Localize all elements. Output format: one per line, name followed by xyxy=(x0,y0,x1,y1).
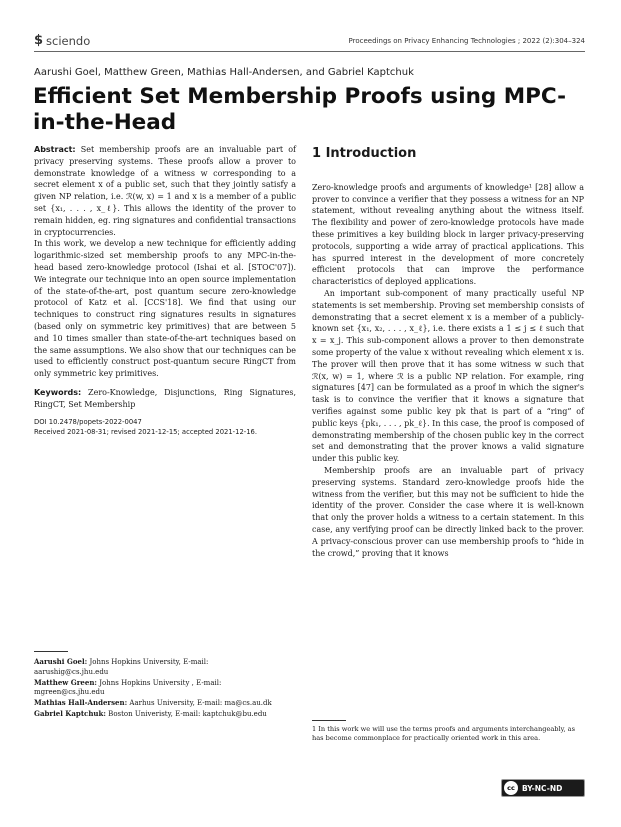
intro-paragraph-3: Membership proofs are an invaluable part of privacy preserving systems. Standard zero-knowledge proofs hide the witness from the verifier, but this may not be sufficient to hide the identity of the prover. Consider the case where it is well-known that only the prover holds a witness to a certain statement. In this case, any verifying proof can be directly linked back to the prover. A privacy-conscious prover can use membership proofs to “hide in the crowd,” proving that it knows xyxy=(312,465,584,558)
affiliation-rule xyxy=(34,651,68,652)
keywords xyxy=(34,387,296,411)
affiliation-text: Aarhus University, E-mail: ma@cs.au.dk xyxy=(129,699,272,708)
section-heading-introduction: 1 Introduction xyxy=(312,146,417,161)
affiliation-name: Gabriel Kaptchuk: xyxy=(34,708,106,718)
sciendo-s-icon: $ xyxy=(34,33,44,48)
author-list: Aarushi Goel, Matthew Green, Mathias Hall-Andersen, and Gabriel Kaptchuk xyxy=(34,67,414,78)
affiliation-name: Mathias Hall-Andersen: xyxy=(34,698,128,708)
footnote-rule xyxy=(312,720,346,721)
footnote-text: 1 In this work we will use the terms proofs and arguments interchangeably, as has become commonplace for practically oriented work in this area. xyxy=(312,725,575,743)
journal-header: Proceedings on Privacy Enhancing Technologies ; 2022 (2):304–324 xyxy=(348,37,585,45)
affiliation-text: Johns Hopkins University , E-mail: mgreen@cs.jhu.edu xyxy=(34,678,222,697)
affiliations xyxy=(34,651,284,720)
paper-title: Efficient Set Membership Proofs using MPC-in-the-Head xyxy=(33,84,567,135)
sciendo-logo xyxy=(34,33,90,48)
keywords-label: Keywords: xyxy=(34,387,82,397)
keywords-text: Zero-Knowledge, Disjunctions, Ring Signatures, RingCT, Set Membership xyxy=(34,387,296,409)
affiliation-name: Matthew Green: xyxy=(34,677,98,687)
doi: DOI 10.2478/popets-2022-0047 xyxy=(34,417,142,426)
affiliation-text: Johns Hopkins University, E-mail: aarushig@cs.jhu.edu xyxy=(34,658,209,676)
abstract-paragraph-1 xyxy=(34,144,296,238)
intro-paragraph-2: An important sub-component of many practically useful NP statements is set membership. Proving set membership consists of demonstrating that a secret element x is a member of a publicly-known set {x₁, x₂, . . . , x_ℓ}, i.e. there exists a 1 ≤ j ≤ ℓ such that x = x_j. This sub-component allows a prover to then demonstrate some property of the value x without revealing which element x is. The prover will then prove that it has some witness w such that ℛ(x, w) = 1, where ℛ is a public NP relation. For example, ring signatures [47] can be formulated as a proof in which the signer's task is to convince the verifier that it knows a signature that verifies against some public key pk that is part of a “ring” of public keys {pk₁, . . . , pk_ℓ}. In this case, the proof is composed of demonstrating membership of the chosen public key in the correct set and demonstrating that the prover knows a valid signature under this public key. xyxy=(312,288,584,464)
logo-text: sciendo xyxy=(46,33,91,48)
right-column xyxy=(312,144,584,559)
license-text: BY-NC-ND xyxy=(522,783,563,793)
affiliation-2 xyxy=(34,678,284,699)
abstract-text-1: Set membership proofs are an invaluable part of privacy preserving systems. These proofs allow a prover to demonstrate knowledge of a witness w corresponding to a secret element x of a public set, such that they jointly satisfy a given NP relation, i.e. ℛ(w, x) = 1 and x is a member of a public set {x₁, . . . , x_ℓ}. This allows the identity of the prover to remain hidden, eg. ring signatures and confidential transactions in cryptocurrencies. xyxy=(34,145,297,237)
affiliation-text: Boston Univeristy, E-mail: kaptchuk@bu.edu xyxy=(108,709,267,718)
received-dates: Received 2021-08-31; revised 2021-12-15; accepted 2021-12-16. xyxy=(34,427,258,436)
header-rule xyxy=(34,51,585,52)
license-badge xyxy=(501,779,585,797)
affiliation-3 xyxy=(34,698,284,709)
affiliation-1 xyxy=(34,657,284,678)
intro-paragraph-1: Zero-knowledge proofs and arguments of knowledge¹ [28] allow a prover to convince a verifier that they possess a witness for an NP statement, without revealing anything about the witness itself. The flexibility and power of zero-knowledge protocols have made these primitives a key building block in larger privacy-preserving protocols, supporting a wide array of practical applications. This has spurred interest in the development of more concretely efficient protocols that can improve the performance characteristics of deployed applications. xyxy=(312,182,584,287)
affiliation-4 xyxy=(34,709,284,720)
footnote xyxy=(312,720,584,743)
affiliation-name: Aarushi Goel: xyxy=(34,657,88,666)
abstract-paragraph-2: In this work, we develop a new technique for efficiently adding logarithmic-sized set membership proofs to any MPC-in-the-head based zero-knowledge protocol (Ishai et al. [STOC'07]). We integrate our technique into an open source implementation of the state-of-the-art, post quantum secure zero-knowledge protocol of Katz et al. [CCS'18]. We find that using our techniques to construct ring signatures results in signatures (based only on symmetric key primitives) that are between 5 and 10 times smaller than state-of-the-art techniques based on the same assumptions. We also show that our techniques can be used to efficiently construct post-quantum secure RingCT from only symmetric key primitives. xyxy=(34,239,296,379)
left-column xyxy=(34,144,296,437)
creative-commons-icon: cc xyxy=(504,781,518,795)
abstract-label: Abstract: xyxy=(34,145,76,154)
